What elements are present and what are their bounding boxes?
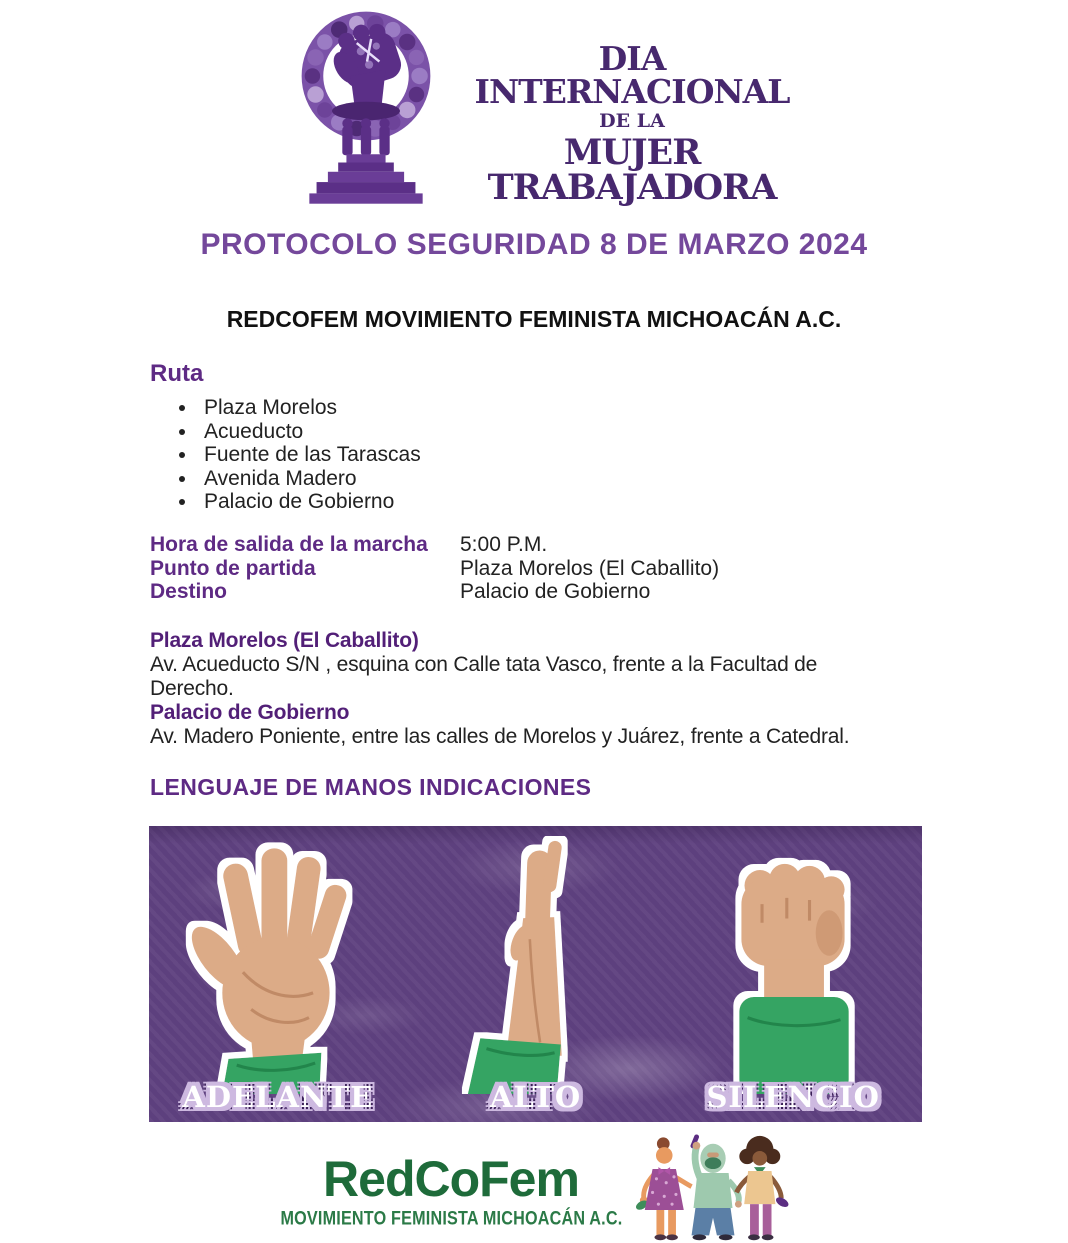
location-address: Av. Madero Poniente, entre las calles de Morelos y Juárez, frente a Catedral. bbox=[150, 725, 850, 748]
event-title-line3: MUJER TRABAJADORA bbox=[487, 132, 777, 208]
location-address: Av. Acueducto S/N , esquina con Calle tata Vasco, frente a la Facultad de Derecho. bbox=[150, 653, 818, 700]
raised-flat-hand-icon bbox=[422, 836, 650, 1094]
route-stop: • Palacio de Gobierno bbox=[198, 490, 421, 514]
brand-subtitle: MOVIMIENTO FEMINISTA MICHOACÁN A.C. bbox=[280, 1208, 622, 1230]
route-stop: • Fuente de las Tarascas bbox=[198, 443, 421, 467]
organization-name: REDCOFEM MOVIMIENTO FEMINISTA MICHOACÁN A.C. bbox=[226, 306, 842, 332]
event-title bbox=[448, 39, 816, 208]
sign-label-alto: ALTO bbox=[489, 1080, 582, 1114]
schedule-value: 5:00 P.M. bbox=[460, 533, 548, 556]
sign-panel-adelante bbox=[149, 826, 407, 1122]
hand-signs-image bbox=[149, 826, 922, 1122]
redcofem-footer bbox=[0, 1128, 1068, 1243]
schedule-value: Palacio de Gobierno bbox=[460, 580, 651, 603]
locations-section bbox=[150, 629, 866, 749]
figure-left-woman bbox=[635, 1137, 692, 1240]
sign-panel-alto bbox=[407, 826, 665, 1122]
schedule-label: Punto de partida bbox=[150, 556, 316, 580]
protocol-title: PROTOCOLO SEGURIDAD 8 DE MARZO 2024 bbox=[200, 228, 868, 261]
event-title-line2: DE LA bbox=[599, 110, 665, 132]
schedule-value: Plaza Morelos (El Caballito) bbox=[460, 556, 720, 580]
route-stop: • Plaza Morelos bbox=[198, 396, 421, 420]
route-list bbox=[150, 396, 421, 514]
figure-right-woman bbox=[737, 1136, 791, 1240]
schedule-section bbox=[150, 533, 719, 604]
sign-label-adelante: ADELANTE bbox=[182, 1080, 374, 1114]
route-stop: • Acueducto bbox=[198, 420, 421, 444]
closed-fist-icon bbox=[679, 836, 907, 1094]
route-section bbox=[150, 360, 421, 514]
schedule-label: Hora de salida de la marcha bbox=[150, 533, 428, 556]
route-stop: • Avenida Madero bbox=[198, 467, 421, 491]
three-women-figures-illustration bbox=[635, 1128, 791, 1243]
hand-language-heading: LENGUAJE DE MANOS INDICACIONES bbox=[150, 774, 592, 800]
fist-monument-logo bbox=[282, 8, 450, 214]
location-name: Plaza Morelos (El Caballito) bbox=[150, 629, 419, 652]
open-palm-hand-icon bbox=[164, 836, 392, 1094]
schedule-label: Destino bbox=[150, 580, 228, 603]
sign-panel-silencio bbox=[664, 826, 922, 1122]
figure-middle-person bbox=[690, 1134, 742, 1241]
brand-name: RedCoFem bbox=[323, 1151, 579, 1207]
route-heading: Ruta bbox=[150, 360, 204, 387]
location-name: Palacio de Gobierno bbox=[150, 701, 350, 724]
brand-block bbox=[277, 1128, 626, 1230]
sign-label-silencio: SILENCIO bbox=[706, 1080, 880, 1114]
event-title-line1: DIA INTERNACIONAL bbox=[474, 39, 790, 111]
